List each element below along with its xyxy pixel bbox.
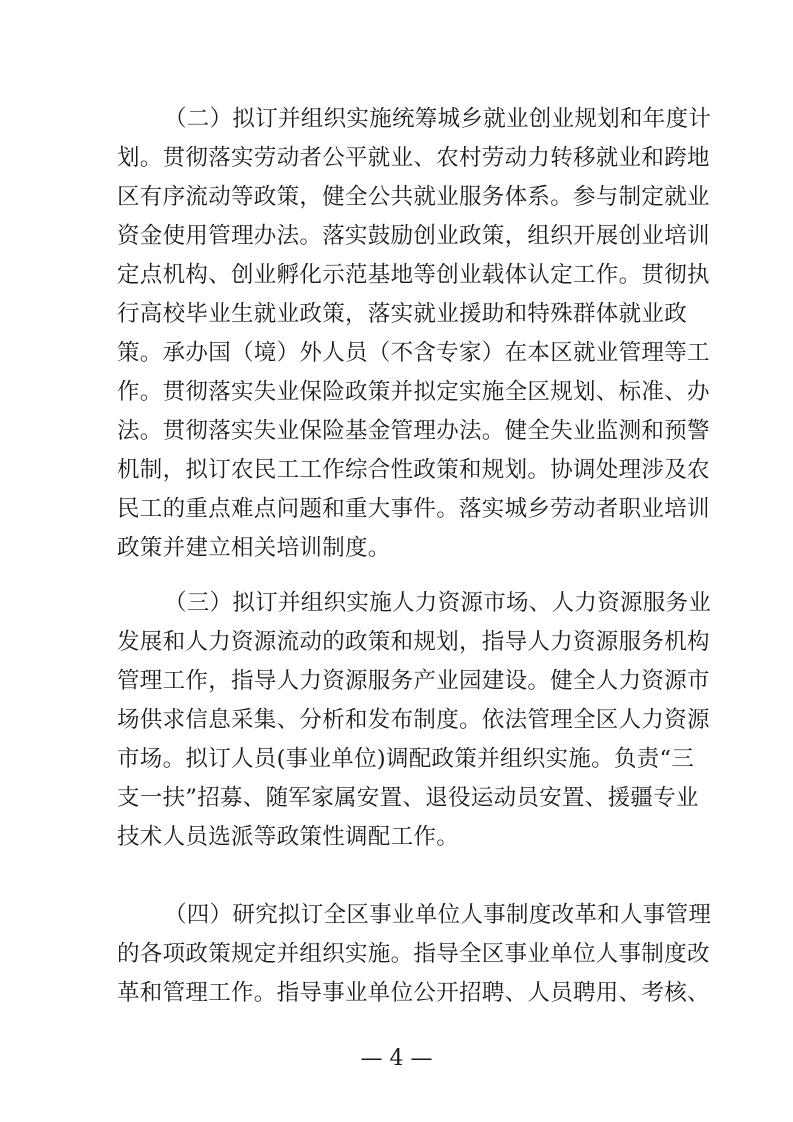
paragraph-line: 区有序流动等政策，健全公共就业服务体系。参与制定就业 (117, 184, 710, 210)
paragraph-line: 支一扶”招募、随军家属安置、退役运动员安置、援疆专业 (117, 785, 699, 811)
paragraph-line: （三）拟订并组织实施人力资源市场、人力资源服务业 (164, 590, 712, 616)
paragraph-line: 法。贯彻落实失业保险基金管理办法。健全失业监测和预警 (117, 418, 710, 444)
paragraph-line: 革和管理工作。指导事业单位公开招聘、人员聘用、考核、 (117, 980, 710, 1006)
paragraph-line: 市场。拟订人员(事业单位)调配政策并组织实施。负责“三 (117, 746, 695, 772)
paragraph-line: 政策并建立相关培训制度。 (117, 535, 391, 561)
paragraph-line: 定点机构、创业孵化示范基地等创业载体认定工作。贯彻执 (117, 262, 710, 288)
paragraph-line: 技术人员选派等政策性调配工作。 (117, 824, 460, 850)
paragraph-line: 机制，拟订农民工工作综合性政策和规划。协调处理涉及农 (117, 457, 710, 483)
paragraph-line: 划。贯彻落实劳动者公平就业、农村劳动力转移就业和跨地 (117, 145, 710, 171)
paragraph-line: （二）拟订并组织实施统筹城乡就业创业规划和年度计 (164, 106, 712, 132)
paragraph-line: 策。承办国（境）外人员（不含专家）在本区就业管理等工 (117, 340, 710, 366)
paragraph-line: 管理工作，指导人力资源服务产业园建设。健全人力资源市 (117, 668, 710, 694)
paragraph-line: 民工的重点难点问题和重大事件。落实城乡劳动者职业培训 (117, 496, 710, 522)
page-number: — 4 — (360, 1046, 433, 1071)
paragraph-line: 场供求信息采集、分析和发布制度。依法管理全区人力资源 (117, 707, 710, 733)
paragraph-line: 行高校毕业生就业政策，落实就业援助和特殊群体就业政 (117, 301, 688, 327)
paragraph-line: 的各项政策规定并组织实施。指导全区事业单位人事制度改 (117, 941, 710, 967)
paragraph-line: （四）研究拟订全区事业单位人事制度改革和人事管理 (164, 902, 712, 928)
paragraph-line: 发展和人力资源流动的政策和规划，指导人力资源服务机构 (117, 629, 710, 655)
paragraph-line: 作。贯彻落实失业保险政策并拟定实施全区规划、标准、办 (117, 379, 710, 405)
paragraph-line: 资金使用管理办法。落实鼓励创业政策，组织开展创业培训 (117, 223, 710, 249)
